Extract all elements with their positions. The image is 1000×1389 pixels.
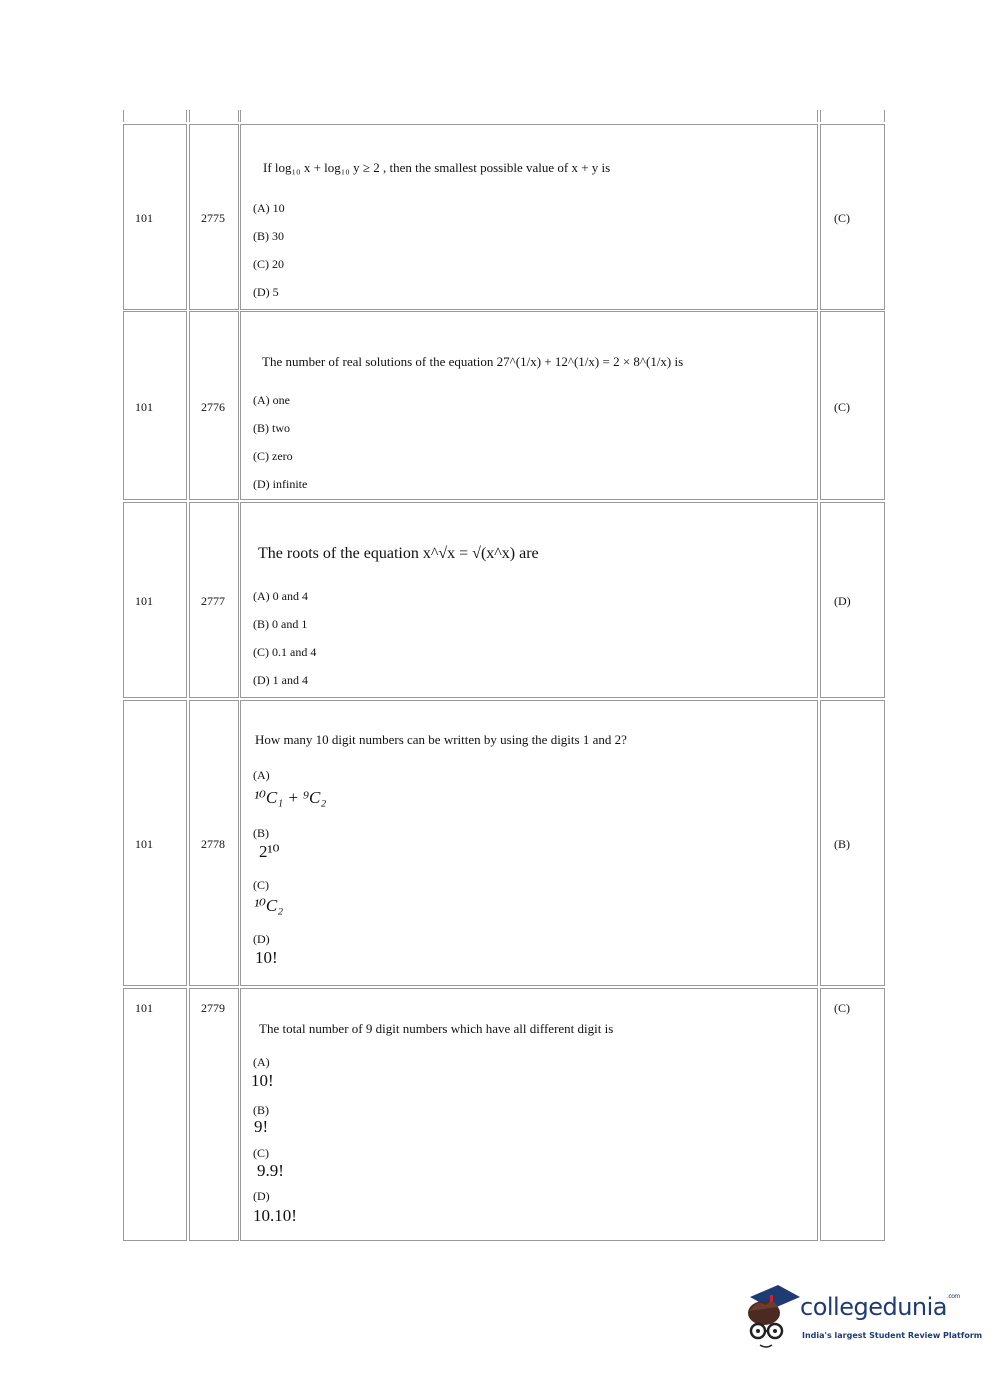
- option-c: (C) zero: [253, 449, 293, 463]
- qid-cell: [189, 988, 239, 1241]
- option-d-label: (D): [253, 1189, 270, 1203]
- answer-value: (B): [834, 837, 850, 851]
- sno-cell: [123, 124, 187, 310]
- answer-value: (D): [834, 594, 851, 608]
- option-a-label: (A): [253, 1055, 270, 1069]
- option-a: (A) 0 and 4: [253, 589, 308, 603]
- sno-value: 101: [135, 400, 153, 414]
- question-cell: [240, 700, 818, 986]
- question-text: The number of real solutions of the equation 27^(1/x) + 12^(1/x) = 2 × 8^(1/x) is: [262, 354, 684, 369]
- option-b: (B) 30: [253, 229, 284, 243]
- question-text: The roots of the equation x^√x = √(x^x) are: [258, 545, 539, 562]
- option-c: (C) 0.1 and 4: [253, 645, 317, 659]
- option-c-label: (C): [253, 1146, 269, 1160]
- option-c-label: (C): [253, 878, 269, 892]
- option-d-value: 10!: [255, 948, 278, 967]
- question-text: The total number of 9 digit numbers which have all different digit is: [259, 1021, 614, 1036]
- option-a-value: ¹⁰C₁ + ⁹C₂: [254, 788, 327, 807]
- collegedunia-logo: [742, 1283, 983, 1353]
- option-b-label: (B): [253, 826, 269, 840]
- table-top-strip: [123, 110, 885, 122]
- sno-value: 101: [135, 1001, 153, 1015]
- sno-cell: [123, 700, 187, 986]
- qid-value: 2777: [201, 594, 225, 608]
- sno-value: 101: [135, 211, 153, 225]
- logo-wordmark: collegedunia$^{.com}$: [800, 1293, 960, 1321]
- qid-cell: [189, 311, 239, 500]
- option-b: (B) 0 and 1: [253, 617, 308, 631]
- table-row: [123, 700, 885, 986]
- option-a: (A) one: [253, 393, 290, 407]
- qid-value: 2776: [201, 400, 225, 414]
- sno-cell: [123, 311, 187, 500]
- table-row: [123, 311, 885, 500]
- answer-cell: [820, 311, 885, 500]
- option-a-label: (A): [253, 768, 270, 782]
- option-c-value: 9.9!: [257, 1161, 284, 1180]
- option-c-value: ¹⁰C₂: [254, 896, 284, 915]
- qid-value: 2775: [201, 211, 225, 225]
- qid-value: 2779: [201, 1001, 225, 1015]
- answer-cell: [820, 124, 885, 310]
- qid-value: 2778: [201, 837, 225, 851]
- question-text: If log₁₀ x + log₁₀ y ≥ 2 , then the smallest possible value of x + y is: [263, 160, 611, 175]
- option-b-label: (B): [253, 1103, 269, 1117]
- option-b-value: 9!: [254, 1117, 269, 1136]
- answer-value: (C): [834, 400, 850, 414]
- question-cell: [240, 988, 818, 1241]
- option-d: (D) infinite: [253, 477, 308, 491]
- option-a-value: 10!: [251, 1071, 274, 1090]
- answer-cell: [820, 988, 885, 1241]
- option-a: (A) 10: [253, 201, 285, 215]
- qid-cell: [189, 700, 239, 986]
- table-row: [123, 124, 885, 310]
- sno-cell: [123, 502, 187, 698]
- answer-cell: [820, 502, 885, 698]
- question-text: How many 10 digit numbers can be written by using the digits 1 and 2?: [255, 732, 627, 747]
- qid-cell: [189, 502, 239, 698]
- answer-cell: [820, 700, 885, 986]
- answer-value: (C): [834, 211, 850, 225]
- option-c: (C) 20: [253, 257, 284, 271]
- option-b-value: 2¹⁰: [259, 842, 280, 861]
- sno-value: 101: [135, 837, 153, 851]
- logo-tagline: India's largest Student Review Platform: [802, 1331, 983, 1340]
- qid-cell: [189, 124, 239, 310]
- question-cell: [240, 311, 818, 500]
- option-d: (D) 5: [253, 285, 279, 299]
- question-cell: [240, 124, 818, 310]
- question-cell: [240, 502, 818, 698]
- option-b: (B) two: [253, 421, 290, 435]
- table-row: [123, 502, 885, 698]
- option-d: (D) 1 and 4: [253, 673, 308, 687]
- answer-value: (C): [834, 1001, 850, 1015]
- sno-value: 101: [135, 594, 153, 608]
- option-d-value: 10.10!: [253, 1206, 297, 1225]
- sno-cell: [123, 988, 187, 1241]
- table-row: [123, 988, 885, 1241]
- option-d-label: (D): [253, 932, 270, 946]
- mascot-icon: [742, 1283, 802, 1353]
